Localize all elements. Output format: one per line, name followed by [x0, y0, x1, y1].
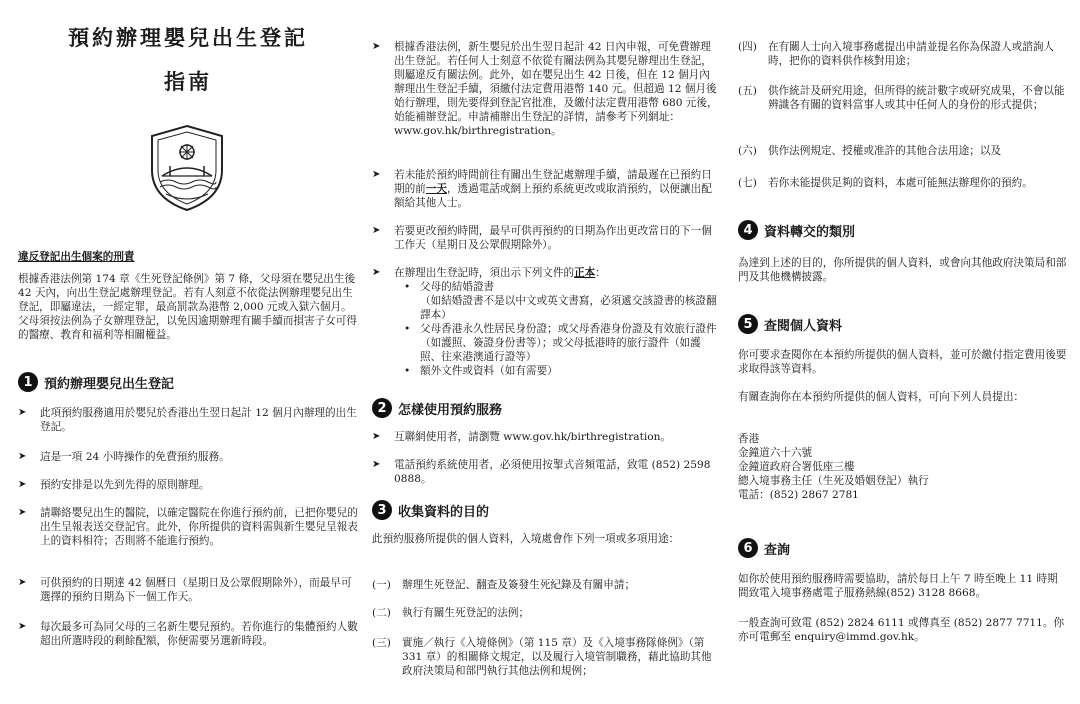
arrow-bullet-icon: ➤	[18, 621, 27, 632]
arrow-bullet-icon: ➤	[372, 267, 381, 278]
section-title: 收集資料的目的	[398, 504, 490, 520]
list-item: (六) 供作法例規定、授權或准許的其他合法用途；以及	[738, 145, 1002, 157]
section-number-icon: 2	[372, 398, 392, 418]
penalty-text: 根據香港法例第 174 章《生死登記條例》第 7 條，父母須在嬰兒出生後 42 天內，向出生登記處辦理登記。若有人刻意不依從法例辦理嬰兒出生登記，即屬違法，一經定罪，最高罰款為港幣 2,000 元或入獄六個月。父母須按法例為子女辦理登記，以免因逾期辦理有關手續而損害子女可得的醫療、教育和福利等相關權益。	[18, 273, 357, 341]
document-item: • 父母的結婚證書	[404, 281, 495, 293]
section-6-heading	[738, 538, 790, 558]
list-item: (一) 辦理生死登記、翻查及簽發生死紀錄及有關申請；	[372, 579, 636, 591]
emphasis-text: 一天	[425, 183, 447, 195]
column-left	[18, 0, 358, 704]
section-5-para-1: 你可要求查閱你在本預約所提供的個人資料，並可於繳付指定費用後要求取得該等資料。	[738, 349, 1067, 375]
section-number-icon: 4	[738, 220, 758, 240]
arrow-bullet-icon: ➤	[18, 577, 27, 588]
section-5-para-2: 有關查詢你在本預約所提供的個人資料，可向下列人員提出：	[738, 391, 1025, 403]
column-middle	[372, 0, 718, 704]
contact-address: 香港 金鐘道六十六號 金鐘道政府合署低座三樓 總入境事務主任（生死及婚姻登記）執行 電話：(852) 2867 2781	[738, 433, 929, 501]
document-subtitle: 指南	[164, 69, 212, 94]
section-2-heading	[372, 398, 502, 418]
arrow-bullet-icon: ➤	[372, 41, 381, 52]
document-item: • 額外文件或資料（如有需要）	[404, 365, 558, 377]
list-item: (七) 若你未能提供足夠的資料，本處可能無法辦理你的預約。	[738, 177, 1033, 189]
section-number-icon: 6	[738, 538, 758, 558]
section-3-intro: 此預約服務所提供的個人資料，入境處會作下列一項或多項用途：	[372, 533, 680, 545]
document-title: 預約辦理嬰兒出生登記	[68, 25, 308, 50]
section-title: 怎樣使用預約服務	[398, 402, 503, 418]
list-item: ➤ 這是一項 24 小時操作的免費預約服務。	[18, 451, 230, 463]
list-item: ➤ 互聯網使用者，請瀏覽 www.gov.hk/birthregistration。	[372, 431, 672, 443]
section-6-para-1: 如你於使用預約服務時需要協助，請於每日上午 7 時至晚上 11 時期間致電入境事務處電子服務熱線(852) 3128 8668。	[738, 573, 1058, 599]
section-4-heading	[738, 220, 855, 240]
arrow-bullet-icon: ➤	[18, 407, 27, 418]
section-number-icon: 3	[372, 500, 392, 520]
section-1-heading	[18, 372, 174, 392]
arrow-bullet-icon: ➤	[18, 479, 27, 490]
list-item: (五) 供作統計及研究用途，但所得的統計數字或研究成果，不會以能辨識各有關的資料當事人或其中任何人的身份的形式提供；	[738, 85, 1065, 111]
arrow-bullet-icon: ➤	[372, 225, 381, 236]
list-item: ➤ 請聯絡嬰兒出生的醫院，以確定醫院在你進行預約前，已把你嬰兒的出生呈報表送交登記官。此外，你所提供的資料需與新生嬰兒呈報表上的資料相符；否則將不能進行預約。	[18, 507, 358, 547]
section-title: 查閱個人資料	[764, 318, 843, 334]
section-number-icon: 1	[18, 372, 38, 392]
document-item: • 父母香港永久性居民身份證；或父母香港身份證及有效旅行證件（如護照、簽證身份書等）；或父母抵港時的旅行證件（如護照、往來港澳通行證等）	[404, 323, 717, 363]
list-item: ➤ 此項預約服務適用於嬰兒於香港出生翌日起計 12 個月內辦理的出生登記。	[18, 407, 357, 433]
list-item: ➤ 若未能於預約時間前往有關出生登記處辦理手續，請最遲在已預約日期的前一天，透過電話或網上預約系統更改或取消預約，以便讓出配額給其他人士。	[372, 169, 712, 209]
column-right	[738, 0, 1068, 704]
list-item: ➤ 預約安排是以先到先得的原則辦理。	[18, 479, 210, 491]
section-title: 查詢	[764, 542, 791, 558]
list-item: ➤ 在辦理出生登記時，須出示下列文件的正本： • 父母的結婚證書 （如結婚證書不是以中文或英文書寫，必須遞交該證書的核證翻譯本） • 父母香港永久性居民身份證；或父母香港身份證及有效旅行證件（如護照、簽證身份書等）；或父母抵港時的旅行證件（如護照、往來港澳通行證等） • 額外文件或資料（如有需要）	[372, 267, 717, 377]
emphasis-text: 正本	[574, 267, 596, 279]
arrow-bullet-icon: ➤	[18, 507, 27, 518]
section-6-para-2: 一般查詢可致電 (852) 2824 6111 或傳真至 (852) 2877 7711。你亦可電郵至 enquiry@immd.gov.hk。	[738, 617, 1065, 643]
arrow-bullet-icon: ➤	[372, 431, 381, 442]
list-item: (三) 實施／執行《入境條例》（第 115 章）及《入境事務隊條例》（第 331 章）的相關條文規定，以及履行入境管制職務，藉此協助其他政府決策局和部門執行其他法例和規例；	[372, 637, 712, 677]
arrow-bullet-icon: ➤	[372, 169, 381, 180]
list-item: ➤ 根據香港法例，新生嬰兒於出生翌日起計 42 日內申報，可免費辦理出生登記。若任何人士刻意不依從有關法例為其嬰兒辦理出生登記，則屬違反有關法例。此外，如在嬰兒出生 42 日後，但在 12 個月內辦理出生登記手續，須繳付法定費用港幣 140 元。但超過 12 個月後始行辦理，則先要得到登記官批准，及繳付法定費用港幣 680 元後，始能補辦登記。申請補辦出生登記的詳情，請參考下列網址：www.gov.hk/birthregistration。	[372, 41, 718, 137]
list-item: ➤ 可供預約的日期達 42 個曆日（星期日及公眾假期除外），而最早可選擇的預約日期為下一個工作天。	[18, 577, 352, 603]
section-5-heading	[738, 314, 842, 334]
list-item: ➤ 若要更改預約時間，最早可供再預約的日期為作出更改當日的下一個工作天（星期日及公眾假期除外）。	[372, 225, 712, 251]
section-4-text: 為達到上述的目的，你所提供的個人資料，或會向其他政府決策局和部門及其他機構披露。	[738, 257, 1067, 283]
section-number-icon: 5	[738, 314, 758, 334]
section-title: 預約辦理嬰兒出生登記	[44, 376, 175, 392]
list-item: ➤ 每次最多可為同父母的三名新生嬰兒預約。若你進行的集體預約人數超出所選時段的剩餘配額，你便需要另選新時段。	[18, 621, 358, 647]
penalty-heading: 違反登記出生個案的刑責	[18, 251, 135, 263]
arrow-bullet-icon: ➤	[18, 451, 27, 462]
list-item: (二) 執行有關生死登記的法例；	[372, 607, 530, 619]
section-3-heading	[372, 500, 489, 520]
list-item: (四) 在有關人士向入境事務處提出申請並提名你為保證人或諮詢人時，把你的資料供作核對用途；	[738, 41, 1055, 67]
section-title: 資料轉交的類別	[764, 224, 856, 240]
document-note: （如結婚證書不是以中文或英文書寫，必須遞交該證書的核證翻譯本）	[420, 295, 717, 321]
immigration-emblem-icon	[144, 122, 230, 214]
list-item: ➤ 電話預約系統使用者，必須使用按掣式音頻電話，致電 (852) 2598 0888。	[372, 459, 711, 485]
arrow-bullet-icon: ➤	[372, 459, 381, 470]
